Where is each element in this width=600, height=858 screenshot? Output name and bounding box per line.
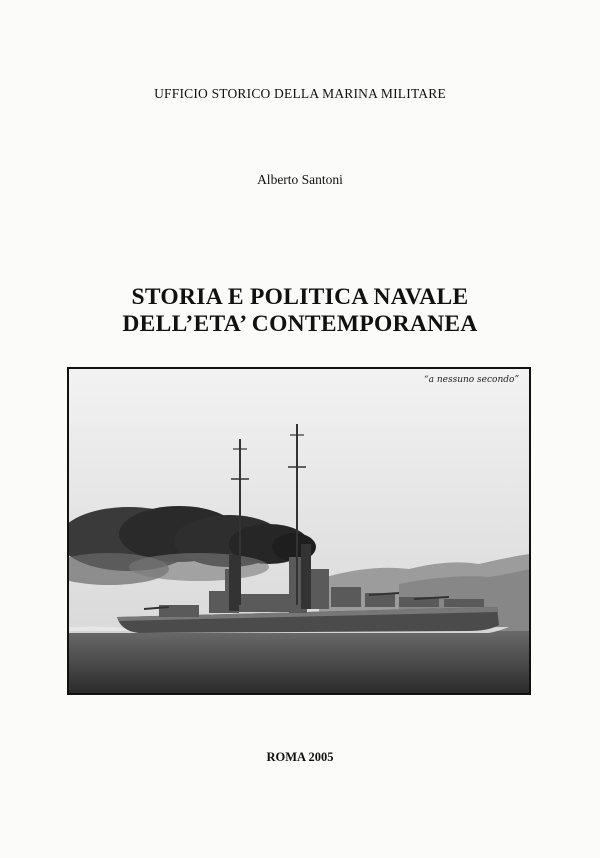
battleship-photo [69,369,529,693]
author-name: Alberto Santoni [257,172,343,187]
sea [69,631,529,693]
book-title [0,284,600,338]
cover-photo [67,367,531,695]
place-and-date: ROMA 2005 [266,750,334,764]
funnel-fore [229,555,239,611]
publisher-name: UFFICIO STORICO DELLA MARINA MILITARE [154,86,446,101]
handwritten-inscription: “a nessuno secondo” [424,375,520,385]
funnel-aft [301,544,311,609]
title-line-1: STORIA E POLITICA NAVALE [131,284,469,310]
title-line-2: DELL’ETA’ CONTEMPORANEA [122,311,478,337]
